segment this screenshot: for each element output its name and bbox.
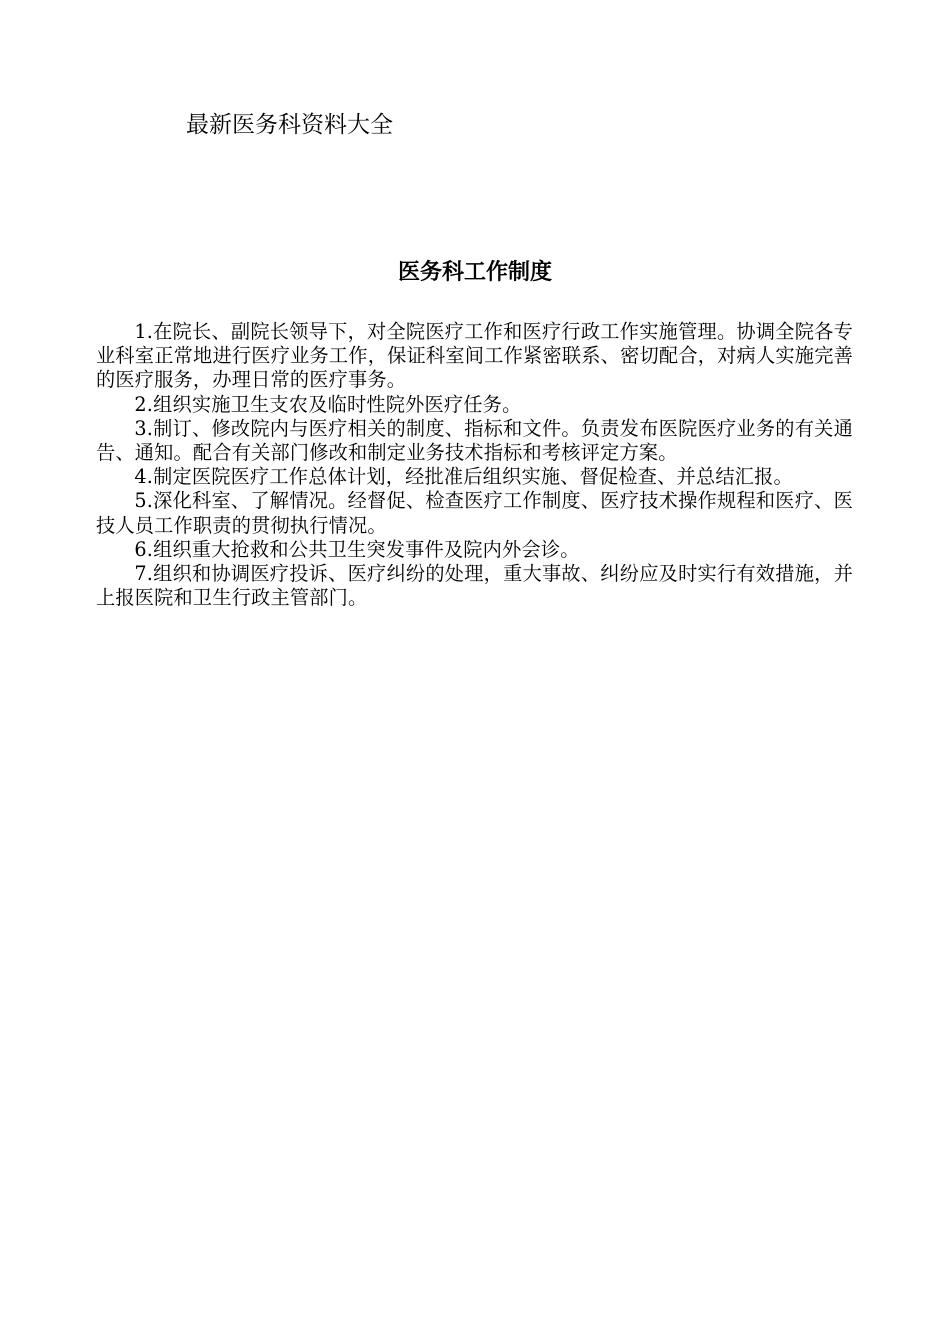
paragraph-item-3: 3.制订、修改院内与医疗相关的制度、指标和文件。负责发布医院医疗业务的有关通告、通知。配合有关部门修改和制定业务技术指标和考核评定方案。 — [96, 416, 853, 465]
paragraph-item-2: 2.组织实施卫生支农及临时性院外医疗任务。 — [134, 392, 522, 416]
paragraph-item-5: 5.深化科室、了解情况。经督促、检查医疗工作制度、医疗技术操作规程和医疗、医技人员工作职责的贯彻执行情况。 — [96, 489, 853, 537]
paragraph-item-4: 4.制定医院医疗工作总体计划，经批准后组织实施、督促检查、并总结汇报。 — [134, 465, 793, 489]
paragraph-item-1: 1.在院长、副院长领导下，对全院医疗工作和医疗行政工作实施管理。协调全院各专业科室正常地进行医疗业务工作，保证科室间工作紧密联系、密切配合，对病人实施完善的医疗服务，办理日常的医疗事务。 — [96, 320, 853, 392]
paragraph-item-7: 7.组织和协调医疗投诉、医疗纠纷的处理，重大事故、纠纷应及时实行有效措施，并上报医院和卫生行政主管部门。 — [96, 562, 853, 610]
document-body — [96, 320, 853, 610]
document-title: 最新医务科资料大全 — [186, 112, 393, 138]
paragraph-item-6: 6.组织重大抢救和公共卫生突发事件及院内外会诊。 — [134, 537, 580, 561]
section-heading: 医务科工作制度 — [397, 259, 552, 285]
